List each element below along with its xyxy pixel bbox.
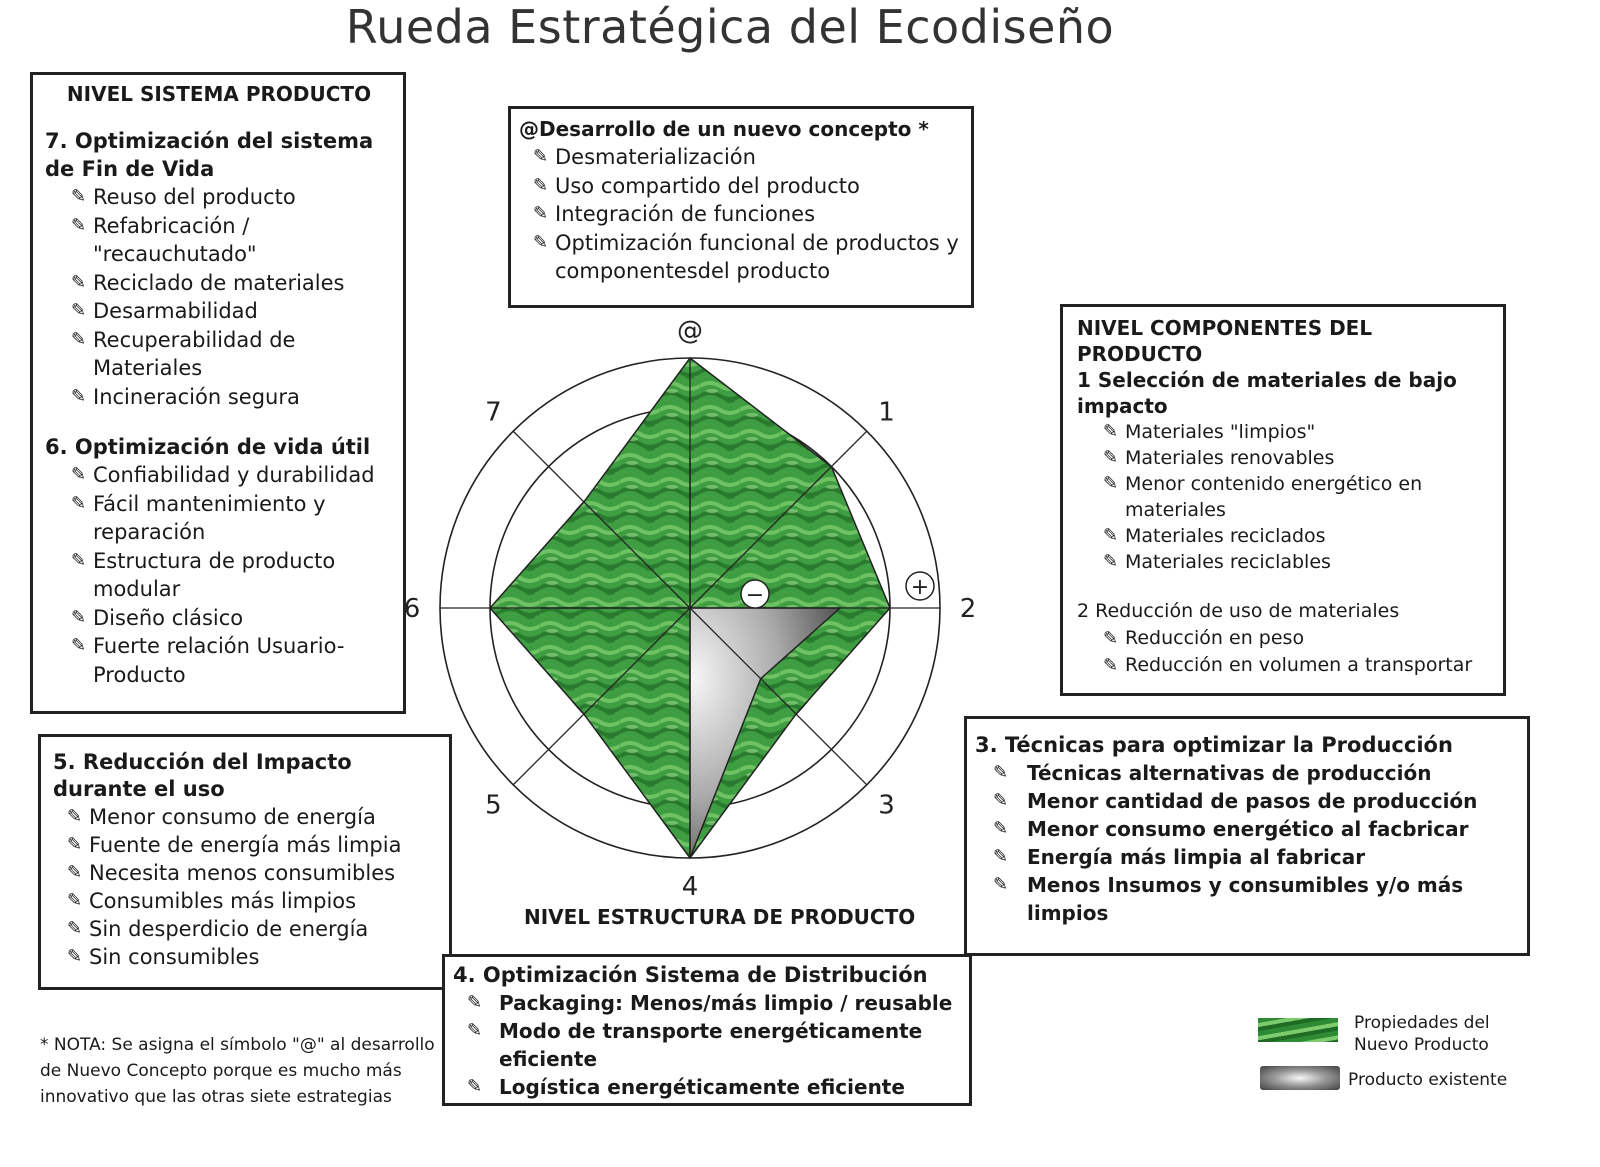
list-item <box>71 461 393 490</box>
svg-text:+: + <box>910 575 930 600</box>
s7-list <box>45 183 393 411</box>
list-item <box>993 787 1517 815</box>
estructura-level-label: NIVEL ESTRUCTURA DE PRODUCTO <box>524 905 916 929</box>
list-item <box>71 183 393 212</box>
pencil-icon: ✎ <box>467 1020 483 1041</box>
s7-title: 7. Optimización del sistema de Fin de Vida <box>45 129 374 181</box>
s6-list <box>45 461 393 689</box>
list-item-text: Fuente de energía más limpia <box>89 833 402 857</box>
list-item-text: Optimización funcional de productos y componentesdel producto <box>555 230 959 283</box>
list-item-text: Materiales reciclables <box>1125 551 1331 573</box>
pencil-icon: ✎ <box>71 271 87 293</box>
list-item <box>1103 445 1491 471</box>
pencil-icon: ✎ <box>71 635 87 656</box>
list-item <box>993 871 1517 927</box>
list-item <box>1103 652 1491 679</box>
svg-text:−: − <box>745 583 765 608</box>
pencil-icon: ✎ <box>467 992 483 1013</box>
page-title: Rueda Estratégica del Ecodiseño <box>345 0 1115 54</box>
list-item <box>71 632 393 689</box>
list-item-text: Reciclado de materiales <box>93 270 345 295</box>
pencil-icon: ✎ <box>1103 628 1119 649</box>
list-item-text: Necesita menos consumibles <box>89 861 396 885</box>
list-item-text: Menor contenido energético en materiales <box>1125 473 1423 521</box>
pencil-icon: ✎ <box>67 890 83 911</box>
list-item-text: Materiales reciclados <box>1125 525 1326 547</box>
produccion-heading: 3. Técnicas para optimizar la Producción <box>975 733 1453 757</box>
pencil-icon: ✎ <box>993 874 1009 895</box>
pencil-icon: ✎ <box>533 146 549 167</box>
list-item <box>1103 625 1491 652</box>
wheel-axis-label: @ <box>677 316 703 346</box>
sistema-heading: NIVEL SISTEMA PRODUCTO <box>66 82 372 106</box>
pencil-icon: ✎ <box>71 492 87 514</box>
pencil-icon: ✎ <box>467 1076 483 1097</box>
pencil-icon: ✎ <box>67 806 83 827</box>
concepto-heading: @Desarrollo de un nuevo concepto * <box>519 117 929 141</box>
pencil-icon: ✎ <box>71 385 87 407</box>
s2-list <box>1077 625 1491 679</box>
distribucion-box <box>442 954 972 1106</box>
list-item-text: Recuperabilidad de Materiales <box>93 327 296 380</box>
footnote: * NOTA: Se asigna el símbolo "@" al desarrollo de Nuevo Concepto porque es mucho más innovativo que las otras siete estrategias <box>40 1035 435 1107</box>
list-item <box>71 490 393 547</box>
list-item <box>71 547 393 604</box>
pencil-icon: ✎ <box>993 790 1009 811</box>
componentes-box <box>1060 304 1506 696</box>
s2-title: 2 Reducción de uso de materiales <box>1077 600 1400 622</box>
list-item-text: Diseño clásico <box>93 605 244 630</box>
pencil-icon: ✎ <box>67 862 83 883</box>
pencil-icon: ✎ <box>67 918 83 939</box>
list-item <box>533 229 963 286</box>
pencil-icon: ✎ <box>1103 525 1119 546</box>
pencil-icon: ✎ <box>71 300 87 321</box>
pencil-icon: ✎ <box>71 549 87 571</box>
pencil-icon: ✎ <box>993 762 1009 783</box>
distribucion-list <box>453 989 961 1101</box>
list-item-text: Estructura de producto modular <box>93 548 336 601</box>
wheel-axis-label: 6 <box>403 594 421 624</box>
list-item-text: Uso compartido del producto <box>555 173 860 198</box>
pencil-icon: ✎ <box>993 818 1009 839</box>
list-item <box>533 172 963 201</box>
list-item <box>993 843 1517 871</box>
list-item-text: Incineración segura <box>93 384 300 409</box>
list-item-text: Fácil mantenimiento y reparación <box>93 491 326 544</box>
list-item <box>533 143 963 172</box>
minus-icon <box>741 580 769 608</box>
concepto-list <box>519 143 963 286</box>
distribucion-heading: 4. Optimización Sistema de Distribución <box>453 963 928 987</box>
pencil-icon: ✎ <box>533 174 549 196</box>
wheel-axis-label: 4 <box>681 872 699 902</box>
legend-existing-swatch <box>1260 1066 1340 1090</box>
pencil-icon: ✎ <box>67 834 83 855</box>
list-item-text: Reducción en volumen a transportar <box>1125 654 1473 676</box>
componentes-heading: NIVEL COMPONENTES DEL PRODUCTO <box>1077 316 1373 366</box>
list-item-text: Fuerte relación Usuario-Producto <box>93 634 345 687</box>
list-item <box>533 200 963 229</box>
list-item <box>71 383 393 412</box>
legend-new-label: Propiedades del Nuevo Producto <box>1354 1013 1490 1055</box>
pencil-icon: ✎ <box>1103 473 1119 494</box>
pencil-icon: ✎ <box>71 186 87 207</box>
list-item-text: Refabricación / "recauchutado" <box>93 213 257 266</box>
pencil-icon: ✎ <box>1103 551 1119 572</box>
s1-title: 1 Selección de materiales de bajo impacto <box>1077 368 1457 418</box>
list-item <box>71 326 393 383</box>
wheel-axis-label: 3 <box>878 790 895 821</box>
list-item-text: Desarmabilidad <box>93 299 258 323</box>
list-item <box>71 269 393 298</box>
list-item-text: Energía más limpia al fabricar <box>1027 845 1366 869</box>
list-item-text: Integración de funciones <box>555 202 816 226</box>
list-item-text: Menos Insumos y consumibles y/o más limpios <box>1027 873 1464 925</box>
list-item <box>71 297 393 326</box>
s6-title: 6. Optimización de vida útil <box>45 435 371 459</box>
ecodesign-wheel <box>380 308 1000 948</box>
list-item <box>71 604 393 633</box>
list-item <box>467 1073 961 1101</box>
pencil-icon: ✎ <box>1103 447 1119 468</box>
pencil-icon: ✎ <box>993 846 1009 867</box>
list-item-text: Menor consumo energético al facbricar <box>1027 817 1469 841</box>
list-item-text: Reuso del producto <box>93 185 296 209</box>
list-item-text: Reducción en peso <box>1125 627 1305 649</box>
list-item-text: Menor consumo de energía <box>89 805 376 829</box>
pencil-icon: ✎ <box>71 464 87 485</box>
wheel-axis-label: 1 <box>878 397 895 428</box>
wheel-axis-label: 7 <box>485 397 502 428</box>
list-item <box>1103 471 1491 523</box>
legend-existing-label: Producto existente <box>1348 1070 1508 1090</box>
pencil-icon: ✎ <box>67 946 83 967</box>
list-item-text: Materiales renovables <box>1125 447 1335 469</box>
uso-heading: 5. Reducción del Impacto durante el uso <box>53 750 352 801</box>
list-item-text: Modo de transporte energéticamente eficiente <box>499 1019 923 1071</box>
wheel-axis-label: 5 <box>485 790 502 821</box>
list-item-text: Sin desperdicio de energía <box>89 917 369 941</box>
list-item <box>1103 523 1491 549</box>
list-item <box>467 989 961 1017</box>
list-item-text: Materiales "limpios" <box>1125 421 1316 443</box>
list-item <box>1103 419 1491 445</box>
legend-new-swatch <box>1258 1018 1338 1042</box>
pencil-icon: ✎ <box>533 231 549 253</box>
list-item <box>993 815 1517 843</box>
list-item-text: Técnicas alternativas de producción <box>1027 761 1432 785</box>
list-item-text: Logística energéticamente eficiente <box>499 1075 905 1099</box>
list-item <box>71 212 393 269</box>
list-item-text: Packaging: Menos/más limpio / reusable <box>499 991 953 1015</box>
pencil-icon: ✎ <box>1103 421 1119 442</box>
produccion-box <box>964 716 1530 956</box>
list-item-text: Sin consumibles <box>89 945 260 969</box>
sistema-producto-box <box>30 72 406 714</box>
list-item-text: Confiabilidad y durabilidad <box>93 463 375 487</box>
list-item <box>467 1017 961 1073</box>
list-item <box>993 759 1517 787</box>
pencil-icon: ✎ <box>1103 655 1119 676</box>
list-item-text: Menor cantidad de pasos de producción <box>1027 789 1478 813</box>
pencil-icon: ✎ <box>533 203 549 224</box>
list-item <box>1103 549 1491 575</box>
nuevo-concepto-box <box>508 106 974 308</box>
pencil-icon: ✎ <box>71 606 87 628</box>
s1-list <box>1077 419 1491 575</box>
pencil-icon: ✎ <box>71 328 87 350</box>
wheel-axis-label: 2 <box>959 594 977 624</box>
pencil-icon: ✎ <box>71 214 87 236</box>
list-item-text: Desmaterialización <box>555 145 756 169</box>
produccion-list <box>975 759 1517 927</box>
list-item-text: Consumibles más limpios <box>89 889 357 913</box>
plus-icon <box>906 572 934 600</box>
